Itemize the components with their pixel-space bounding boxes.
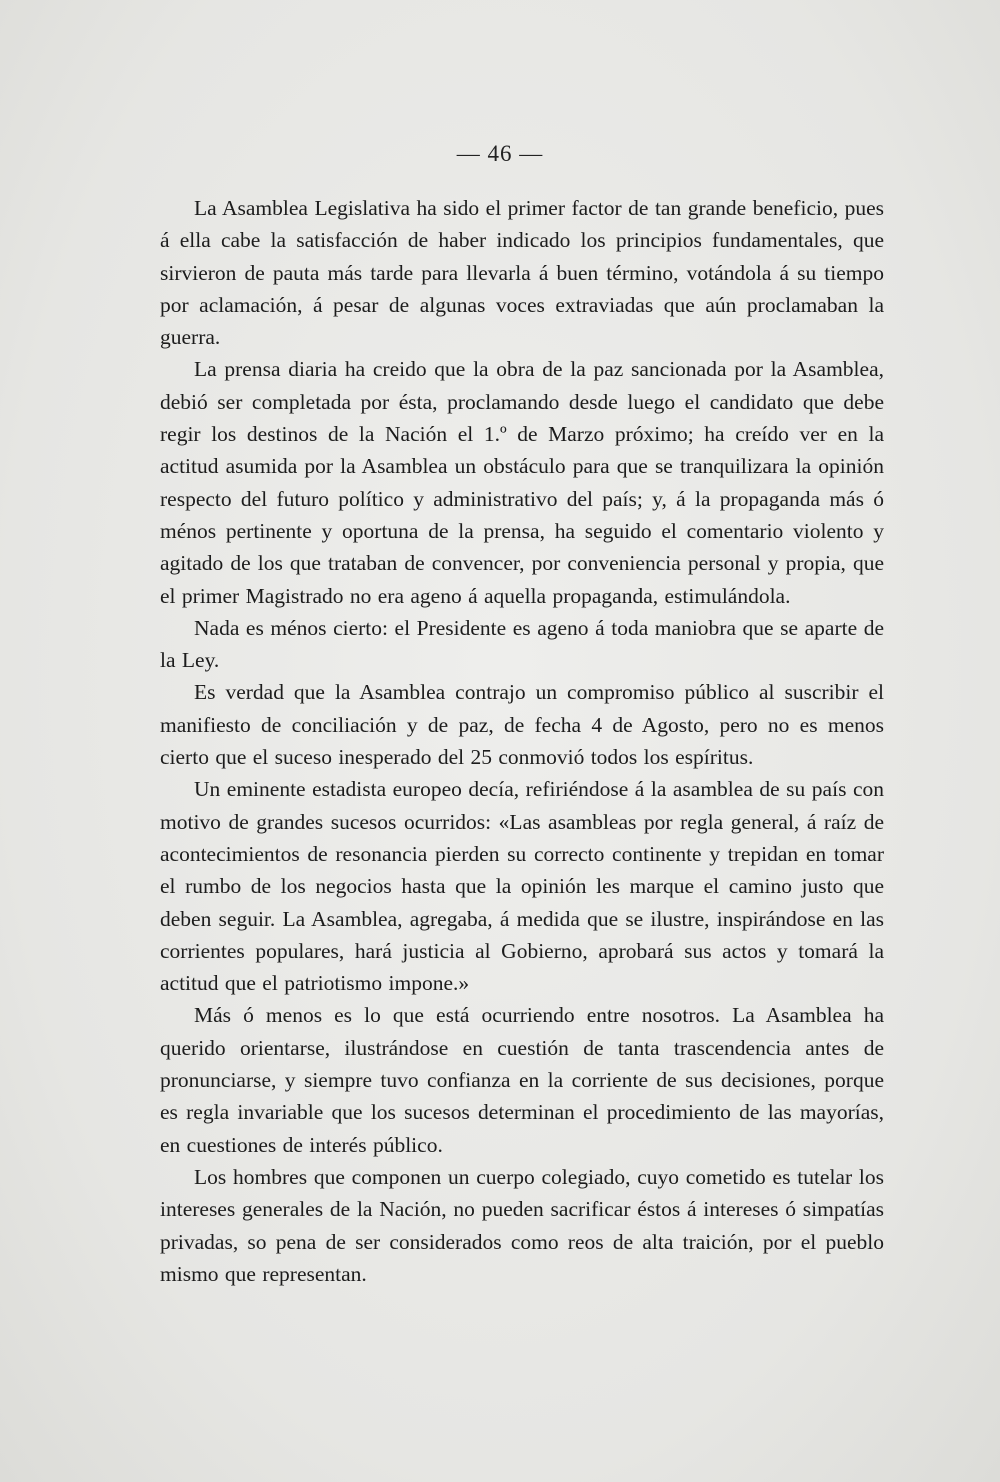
body-text [160,192,884,1290]
paragraph-text: Un eminente estadista europeo decía, refiriéndose á la asamblea de su país con motivo de grandes sucesos ocurridos: «Las asambleas por regla general, á raíz de acontecimientos de resonancia pierden su correcto continente y trepidan en tomar el rumbo de los negocios hasta que la opinión les marque el camino justo que deben seguir. La Asamblea, agregaba, á medida que se ilustre, inspirándose en las corrientes populares, hará justicia al Gobierno, aprobará sus actos y tomará la actitud que el patriotismo impone.» [160,777,884,996]
paragraph-3 [160,612,884,677]
paragraph-7 [160,1161,884,1290]
paragraph-2 [160,353,884,611]
paragraph-1 [160,192,884,353]
paragraph-text: La Asamblea Legislativa ha sido el primer factor de tan grande beneficio, pues á ella cabe la satisfacción de haber indicado los principios fundamentales, que sirvieron de pauta más tarde para llevarla á buen término, votándola á su tiempo por aclamación, á pesar de algunas voces extraviadas que aún proclamaban la guerra. [160,196,884,350]
paragraph-4 [160,676,884,773]
paragraph-6 [160,999,884,1160]
paragraph-5 [160,773,884,999]
paragraph-text: La prensa diaria ha creido que la obra de la paz sancionada por la Asamblea, debió ser completada por ésta, proclamando desde luego el candidato que debe regir los destinos de la Nación el 1.º de Marzo próximo; ha creído ver en la actitud asumida por la Asamblea un obstáculo para que se tranquilizara la opinión respecto del futuro político y administrativo del país; y, á la propaganda más ó ménos pertinente y oportuna de la prensa, ha seguido el comentario violento y agitado de los que trataban de convencer, por conveniencia personal y propia, que el primer Magistrado no era ageno á aquella propaganda, estimulándola. [160,357,884,608]
paragraph-text: Los hombres que componen un cuerpo colegiado, cuyo cometido es tutelar los intereses generales de la Nación, no pueden sacrificar éstos á intereses ó simpatías privadas, so pena de ser considerados como reos de alta traición, por el pueblo mismo que representan. [160,1164,884,1286]
paragraph-text: Nada es ménos cierto: el Presidente es ageno á toda maniobra que se aparte de la Ley. [160,615,884,673]
paragraph-text: Más ó menos es lo que está ocurriendo entre nosotros. La Asamblea ha querido orientarse, ilustrándose en cuestión de tanta trascendencia antes de pronunciarse, y siempre tuvo confianza en la corriente de sus decisiones, porque es regla invariable que los sucesos determinan el procedimiento de las mayorías, en cuestiones de interés público. [160,1003,884,1157]
page-number: — 46 — [456,141,544,166]
paragraph-text: Es verdad que la Asamblea contrajo un compromiso público al suscribir el manifiesto de conciliación y de paz, de fecha 4 de Agosto, pero no es menos cierto que el suceso inesperado del 25 conmovió todos los espíritus. [160,680,884,770]
